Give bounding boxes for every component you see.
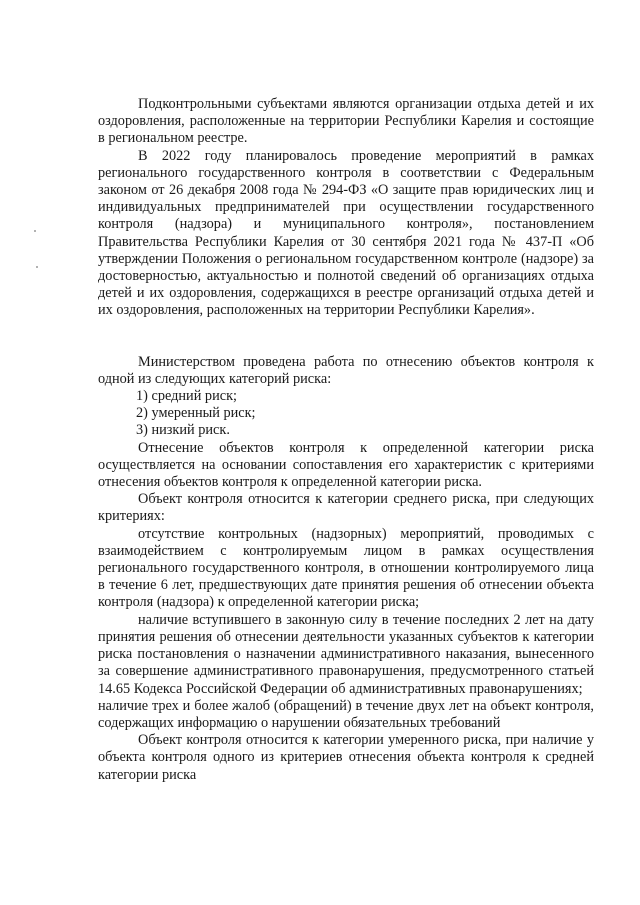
list-item-medium-risk: 1) средний риск; <box>136 388 237 405</box>
blank-line <box>98 337 594 354</box>
scan-speck <box>36 266 38 268</box>
paragraph-criterion-complaints: наличие трех и более жалоб (обращений) в течение двух лет на объект контроля, содержащих информацию о нарушении обязательных требований <box>98 697 594 731</box>
paragraph-risk-assignment: Отнесение объектов контроля к определенной категории риска осуществляется на основании сопоставления его характеристик с критериями отнесения объектов контроля к определенной категории риска. <box>98 439 594 491</box>
scan-speck <box>34 230 36 232</box>
paragraph-criterion-no-inspections: отсутствие контрольных (надзорных) мероприятий, проводимых с взаимодействием с контролируемым лицом в рамках осуществления регионального государственного контроля, в отношении контролируемого лица в течение 6 лет, предшествующих дате принятия решения об отнесении объекта контроля (надзора) к определенной категории риска; <box>98 525 594 611</box>
paragraph-moderate-risk-criteria: Объект контроля относится к категории умеренного риска, при наличие у объекта контроля одного из критериев отнесения объекта контроля к средней категории риска <box>98 732 594 783</box>
list-item-low-risk: 3) низкий риск. <box>136 422 230 439</box>
blank-line <box>98 320 594 337</box>
paragraph-risk-categories-intro: Министерством проведена работа по отнесению объектов контроля к одной из следующих категорий риска: <box>98 353 594 387</box>
list-item-moderate-risk: 2) умеренный риск; <box>136 405 256 422</box>
paragraph-medium-risk-criteria: Объект контроля относится к категории среднего риска, при следующих критериях: <box>98 491 594 525</box>
paragraph-criterion-penalty: наличие вступившего в законную силу в течение последних 2 лет на дату принятия решения об отнесении деятельности указанных субъектов к категории риска постановления о назначении административного наказания, вынесенного за совершение административного правонарушения, предусмотренного статьей 14.65 Кодекса Российской Федерации об административных правонарушениях; <box>98 611 594 697</box>
paragraph-plan-2022: В 2022 году планировалось проведение мероприятий в рамках регионального государственного контроля в соответствии с Федеральным законом от 26 декабря 2008 года № 294-ФЗ «О защите прав юридических лиц и индивидуальных предпринимателей при осуществлении государственного контроля (надзора) и муниципального контроля», постановлением Правительства Республики Карелия от 30 сентября 2021 года № 437-П «Об утверждении Положения о региональном государственном контроле (надзоре) за достоверностью, актуальностью и полнотой сведений об организациях отдыха детей и их оздоровления, содержащихся в реестре организаций отдыха детей и их оздоровления, расположенных на территории Республики Карелия». <box>98 147 594 319</box>
document-body <box>98 96 594 784</box>
paragraph-subjects: Подконтрольными субъектами являются организации отдыха детей и их оздоровления, расположенные на территории Республики Карелия и состоящие в региональном реестре. <box>98 96 594 147</box>
